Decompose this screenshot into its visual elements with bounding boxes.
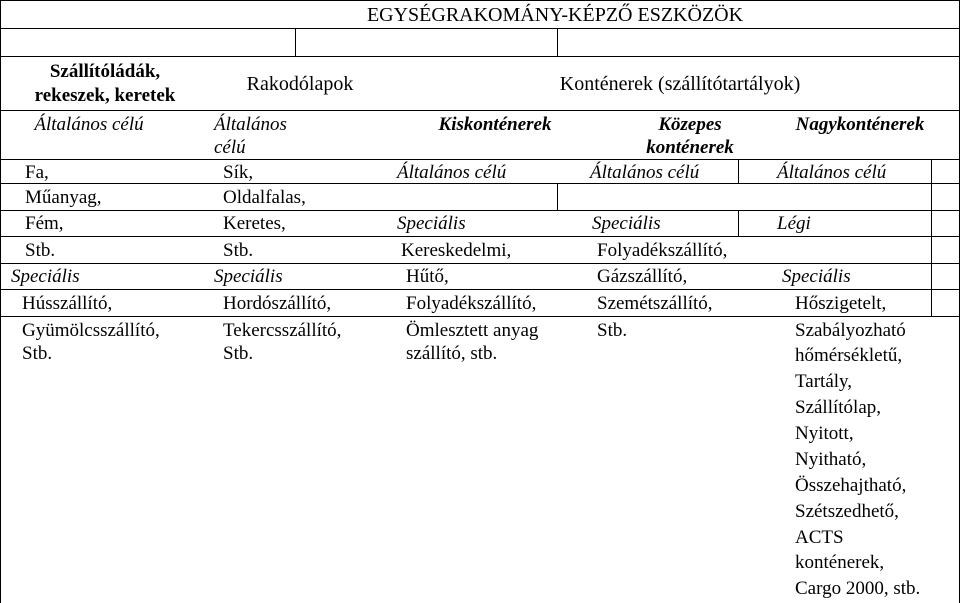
cell: Speciális bbox=[592, 213, 661, 234]
cell: Stb. bbox=[22, 343, 53, 364]
header-containers: Konténerek (szállítótartályok) bbox=[559, 73, 801, 95]
subheader-general-pallet: Általános bbox=[214, 114, 287, 135]
cell: Fa, bbox=[25, 162, 49, 183]
cell: konténerek, bbox=[795, 552, 885, 573]
grid-line bbox=[557, 183, 558, 210]
cell: Összehajtható, bbox=[795, 475, 907, 496]
cell: Speciális bbox=[397, 213, 466, 234]
grid-line bbox=[0, 159, 960, 160]
cell: Szemétszállító, bbox=[597, 293, 713, 314]
subheader-general-pallet: célú bbox=[214, 137, 246, 158]
cell: Szabályozható bbox=[795, 320, 906, 341]
grid-line bbox=[557, 28, 558, 56]
cell: Fém, bbox=[25, 213, 64, 234]
cell: Oldalfalas, bbox=[223, 187, 306, 208]
cell: Keretes, bbox=[223, 213, 286, 234]
cell: Stb. bbox=[223, 343, 254, 364]
cell: Speciális bbox=[214, 266, 283, 287]
cell: Műanyag, bbox=[25, 187, 102, 208]
grid-line bbox=[0, 0, 960, 1]
cell: Speciális bbox=[11, 266, 80, 287]
grid-line bbox=[738, 159, 739, 183]
cell: Nyitható, bbox=[795, 449, 867, 470]
subheader-medium-containers: konténerek bbox=[646, 137, 734, 158]
header-crates: Szállítóládák, bbox=[49, 61, 161, 82]
subheader-small-containers: Kiskonténerek bbox=[438, 114, 552, 135]
cell: Általános célú bbox=[397, 162, 507, 183]
grid-line bbox=[931, 159, 932, 316]
grid-line bbox=[738, 210, 739, 236]
cell: Hűtő, bbox=[406, 266, 449, 287]
header-pallets: Rakodólapok bbox=[246, 73, 354, 95]
grid-line bbox=[0, 56, 960, 57]
cell: Sík, bbox=[223, 162, 254, 183]
grid-line bbox=[0, 316, 960, 317]
cell: Folyadékszállító, bbox=[597, 240, 728, 261]
cell: Tartály, bbox=[795, 371, 853, 392]
cell: Ömlesztett anyag bbox=[406, 320, 539, 341]
cell: Általános célú bbox=[590, 162, 700, 183]
cell: Gázszállító, bbox=[597, 266, 688, 287]
subheader-medium-containers: Közepes bbox=[658, 114, 722, 135]
cell: ACTS bbox=[795, 527, 844, 548]
cell: Szétszedhető, bbox=[795, 501, 899, 522]
grid-line bbox=[0, 236, 960, 237]
cell: Légi bbox=[777, 213, 811, 234]
cell: Hőszigetelt, bbox=[795, 293, 887, 314]
cell: Tekercsszállító, bbox=[223, 320, 342, 341]
grid-line bbox=[0, 110, 960, 111]
cell: Speciális bbox=[782, 266, 851, 287]
grid-line bbox=[295, 28, 296, 56]
cell: Nyitott, bbox=[795, 423, 854, 444]
grid-line bbox=[0, 28, 960, 29]
cell: Stb. bbox=[597, 320, 628, 341]
cell: Hordószállító, bbox=[223, 293, 332, 314]
cell: Stb. bbox=[25, 240, 56, 261]
cell: Kereskedelmi, bbox=[401, 240, 512, 261]
subheader-large-containers: Nagykonténerek bbox=[795, 114, 925, 135]
table-title: EGYSÉGRAKOMÁNY-KÉPZŐ ESZKÖZÖK bbox=[366, 4, 744, 26]
cell: Szállítólap, bbox=[795, 397, 882, 418]
cell: Stb. bbox=[223, 240, 254, 261]
cell: Cargo 2000, stb. bbox=[795, 578, 921, 599]
cell: szállító, stb. bbox=[406, 343, 498, 364]
header-crates: rekeszek, keretek bbox=[34, 85, 176, 106]
cell: Folyadékszállító, bbox=[406, 293, 537, 314]
grid-line bbox=[0, 263, 960, 264]
cell: Általános célú bbox=[777, 162, 887, 183]
cell: Hússzállító, bbox=[22, 293, 113, 314]
grid-line bbox=[0, 289, 960, 290]
subheader-general: Általános célú bbox=[34, 114, 144, 135]
cell: hőmérsékletű, bbox=[795, 345, 903, 366]
grid-line bbox=[0, 210, 960, 211]
cell: Gyümölcsszállító, bbox=[22, 320, 160, 341]
